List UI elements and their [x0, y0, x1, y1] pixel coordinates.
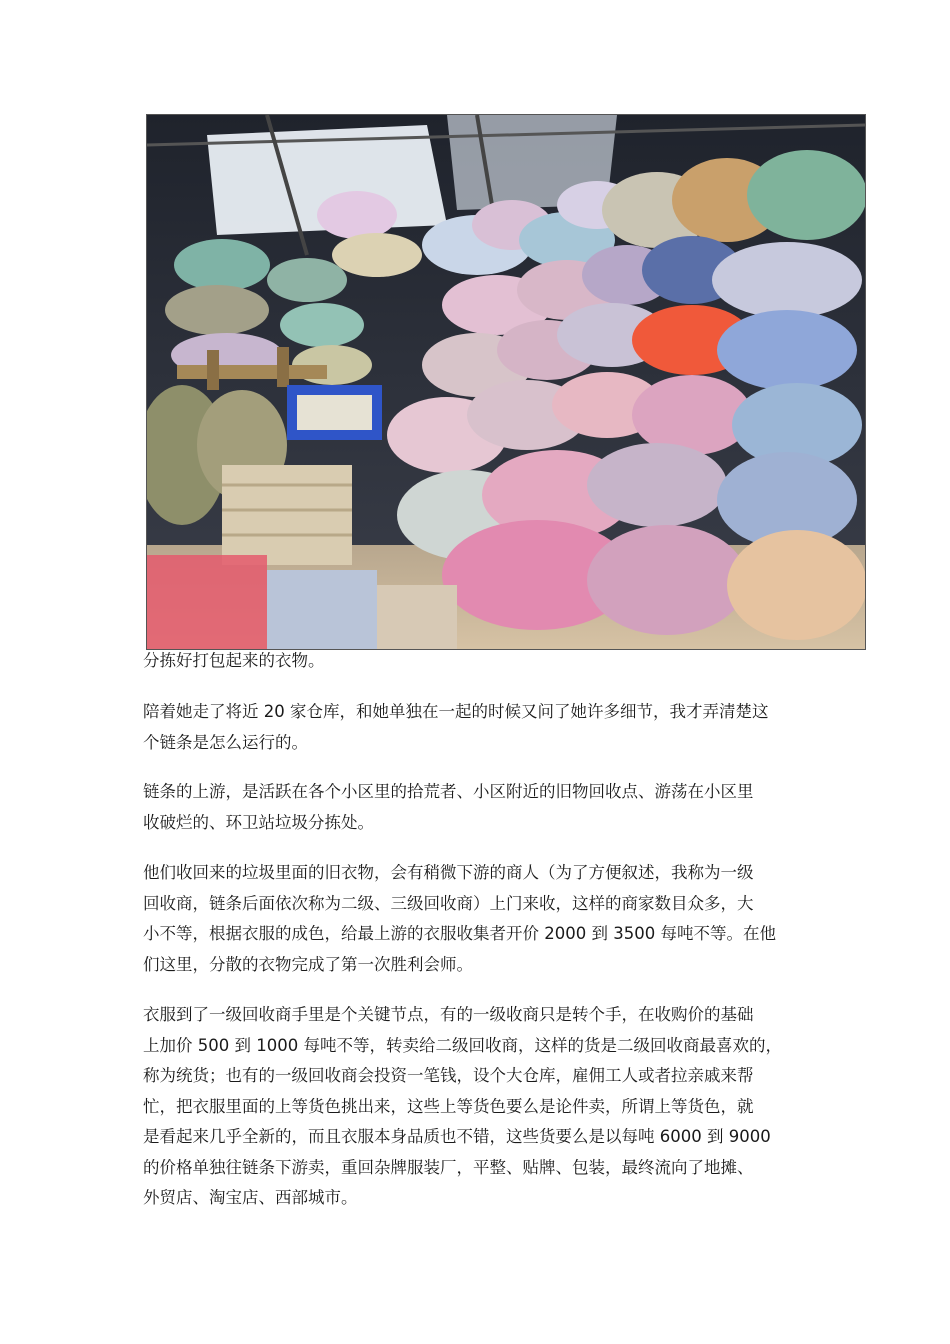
paragraph-line: 回收商，链条后面依次称为二级、三级回收商）上门来收，这样的商家数目众多，大	[143, 893, 754, 913]
paragraph-line: 是看起来几乎全新的，而且衣服本身品质也不错，这些货要么是以每吨 6000 到 9000	[143, 1127, 771, 1146]
paragraph-line: 忙，把衣服里面的上等货色挑出来，这些上等货色要么是论件卖，所谓上等货色，就	[143, 1096, 754, 1116]
paragraph-line: 的价格单独往链条下游卖，重回杂牌服装厂，平整、贴牌、包装，最终流向了地摊、	[143, 1157, 754, 1177]
paragraph-line: 陪着她走了将近 20 家仓库，和她单独在一起的时候又问了她许多细节，我才弄清楚这	[143, 702, 769, 721]
paragraph-line: 称为统货；也有的一级回收商会投资一笔钱，设个大仓库，雇佣工人或者拉亲戚来帮	[143, 1066, 754, 1085]
photo-caption: 分拣好打包起来的衣物。	[143, 651, 325, 670]
paragraph-line: 们这里，分散的衣物完成了第一次胜利会师。	[143, 954, 473, 974]
paragraph-line: 衣服到了一级回收商手里是个关键节点，有的一级收商只是转个手，在收购价的基础	[143, 1005, 754, 1024]
paragraph-1	[143, 697, 823, 758]
paragraph-line: 他们收回来的垃圾里面的旧衣物，会有稍微下游的商人（为了方便叙述，我称为一级	[143, 863, 754, 882]
paragraph-line: 个链条是怎么运行的。	[143, 732, 308, 752]
paragraph-line: 收破烂的、环卫站垃圾分拣处。	[143, 812, 374, 832]
warehouse-clothing-bundles-photo-icon	[147, 115, 865, 649]
paragraph-line: 上加价 500 到 1000 每吨不等，转卖给二级回收商，这样的货是二级回收商最喜欢的，	[143, 1035, 782, 1055]
warehouse-clothing-photo	[146, 114, 866, 650]
paragraph-3	[143, 858, 823, 980]
paragraph-line: 小不等，根据衣服的成色，给最上游的衣服收集者开价 2000 到 3500 每吨不等。在他	[143, 924, 776, 943]
paragraph-line: 链条的上游，是活跃在各个小区里的拾荒者、小区附近的旧物回收点、游荡在小区里	[143, 782, 754, 801]
paragraph-line: 外贸店、淘宝店、西部城市。	[143, 1188, 358, 1207]
paragraph-2	[143, 777, 823, 838]
paragraph-4	[143, 1000, 823, 1214]
